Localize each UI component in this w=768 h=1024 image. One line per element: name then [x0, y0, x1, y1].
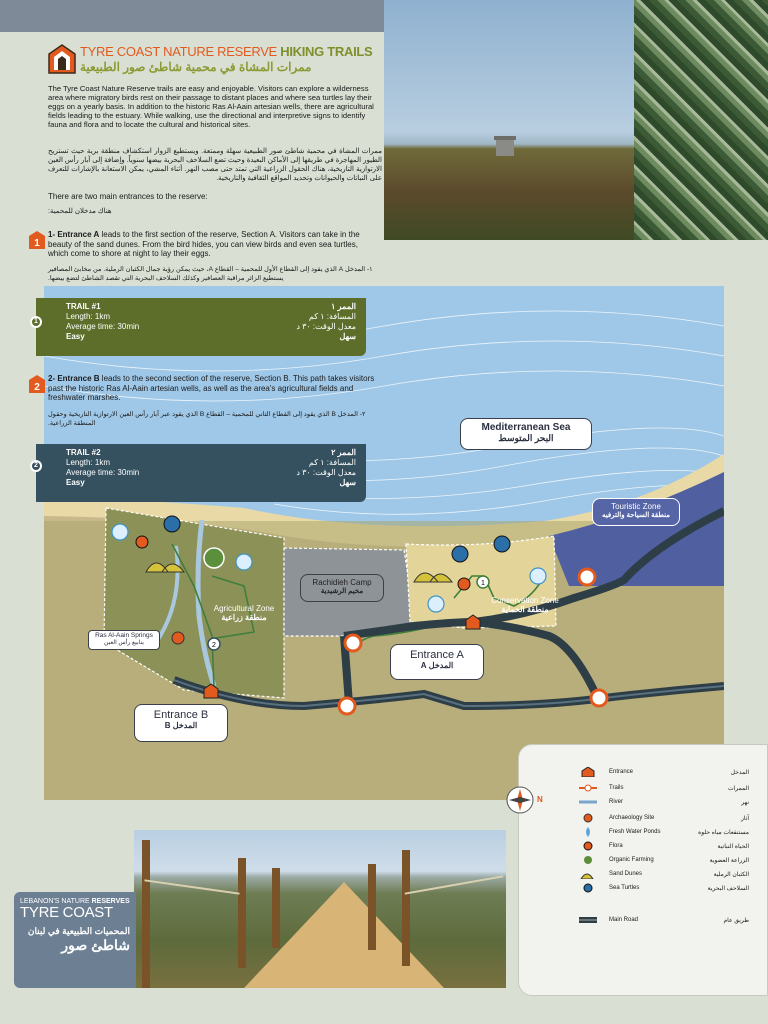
legend-label: Entrance	[609, 769, 634, 775]
legend-label-arabic: السلاحف البحرية	[707, 885, 749, 892]
legend-item	[579, 813, 749, 823]
brand-line-arabic: المحميات الطبيعية في لبنان	[27, 926, 130, 936]
page-title: TYRE COAST NATURE RESERVE HIKING TRAILS	[80, 44, 373, 59]
sea-turtle-icon	[579, 883, 597, 893]
legend-item	[579, 841, 749, 851]
legend-item	[579, 883, 749, 893]
intro-text-arabic: ممرات المشاة في محمية شاطئ صور الطبيعية سهلة وممتعة. ويستطيع الزوار استكشاف منطقة برية حيث تستريح الطيور المهاجرة في طريقها إلى الأماكن البعيدة وحيث تضع السلاحف البحرية بيضها سنوياً. وإضافة إلى آبار رأس العين الارتوازية التاريخية، هناك الحقول الزراعية التي تمتد حتى مصب النهر. أثناء المشي، يمكن الاستعانة بالإشارات للتعرف على النباتات والحيوانات وتحديد المواقع الثقافية والتاريخية.	[48, 148, 382, 182]
legend-label: River	[609, 799, 624, 805]
fence-post	[142, 840, 150, 988]
entrance-a-number-icon	[28, 230, 46, 250]
legend-label: Fresh Water Ponds	[609, 829, 661, 835]
map-legend	[518, 744, 768, 996]
legend-label: Archaeology Site	[609, 815, 655, 821]
legend-label-arabic: الزراعة العضوية	[709, 857, 749, 864]
springs-label: Ras Al-Aain Springs ينابيع رأس العين	[88, 630, 160, 650]
fence-rope	[144, 879, 239, 894]
entrance-a-label: Entrance A المدخل A	[390, 644, 484, 680]
legend-item	[579, 855, 749, 865]
legend-label: Flora	[609, 843, 623, 849]
trail-1-badge: 1	[30, 316, 42, 328]
brand-line-1: LEBANON'S NATURE RESERVES	[20, 898, 130, 905]
archaeology-site-icon	[172, 632, 184, 644]
organic-farming-icon	[579, 855, 597, 865]
legend-item	[579, 783, 749, 793]
legend-label: Trails	[609, 785, 624, 791]
entrances-heading-arabic: هناك مدخلان للمحمية:	[48, 208, 112, 215]
top-bar	[0, 0, 384, 32]
compass-icon	[505, 785, 535, 815]
legend-label: Organic Farming	[609, 857, 654, 863]
conservation-zone-label: Conservation Zone منطقة الحماية	[491, 596, 559, 614]
legend-item	[579, 767, 749, 777]
intro-text: The Tyre Coast Nature Reserve trails are easy and enjoyable. Visitors can explore a wilderness area where migratory birds rest on their passage to distant places and where sea turtles lay their eggs on a yearly basis. In addition to the historic Ras Al-Aain artesian wells, there are agricultural fields leading to the estuary. While walking, use the directional and interpretive signs to identify fauna and flora and to locate the cultural and historical sites.	[48, 84, 374, 129]
entrance-icon	[48, 44, 76, 74]
sea-turtle-icon	[494, 536, 510, 552]
trail-1-card: TRAIL #1 الممر ١ Length: 1km المسافة: ١ كم Average time: 30min معدل الوقت: ٣٠ د Easy سهل	[36, 298, 366, 356]
entrance-b-label: Entrance B المدخل B	[134, 704, 228, 742]
legend-label: Main Road	[609, 917, 639, 923]
page-title-arabic: ممرات المشاة في محمية شاطئ صور الطبيعية	[80, 60, 312, 74]
sea-label: Mediterranean Sea البحر المتوسط	[460, 418, 592, 450]
fence-post	[402, 850, 410, 966]
legend-label-arabic: الحياة النباتية	[717, 843, 749, 850]
legend-item	[579, 915, 749, 925]
trail-marker-2-icon	[208, 638, 220, 650]
rachidieh-camp-label: Rachidieh Camp مخيم الرشيدية	[300, 574, 384, 602]
legend-item	[579, 869, 749, 879]
sea-turtle-icon	[452, 546, 468, 562]
entrance-b-text-arabic: ٢- المدخل B الذي يقود إلى القطاع الثاني للمحمية – القطاع B الذي يقود عبر آبار رأس العين الارتوازية التاريخية وحقول المنطقة الزراعية.	[48, 411, 366, 427]
trail-2-badge: 2	[30, 460, 42, 472]
legend-label-arabic: الممرات	[727, 785, 749, 792]
legend-label-arabic: آثار	[740, 815, 749, 822]
entrances-heading: There are two main entrances to the reserve:	[48, 192, 208, 201]
svg-text:1: 1	[34, 238, 40, 249]
organic-farming-icon	[204, 548, 224, 568]
legend-label-arabic: الكثبان الرملية	[713, 871, 749, 878]
legend-label: Sea Turtles	[609, 885, 640, 891]
vegetation-photo	[634, 0, 768, 240]
entrance-a-text-arabic: ١- المدخل A الذي يقود إلى القطاع الأول للمحمية – القطاع A، حيث يمكن رؤية جمال الكثبان الرملية. من مخابئ المصافير يستطيع الزائر مراقبة العصافير وكذلك السلاحف البحرية التي تقصد الشاطئ لتضع بيضها.	[48, 266, 373, 282]
reserve-map	[44, 286, 724, 800]
brand-title-arabic: شاطئ صور	[61, 937, 130, 953]
trail-2-card: TRAIL #2 الممر ٢ Length: 1km المسافة: ١ كم Average time: 30min معدل الوقت: ٣٠ د Easy سهل	[36, 444, 366, 502]
legend-item	[579, 827, 749, 837]
svg-text:2: 2	[212, 642, 216, 649]
svg-text:1: 1	[481, 580, 485, 587]
fence-post	[272, 868, 280, 948]
legend-label-arabic: المدخل	[730, 769, 749, 776]
fence-post	[238, 858, 246, 968]
beach-photo	[384, 0, 634, 240]
entrance-icon	[579, 767, 597, 777]
trail-marker-1-icon	[477, 576, 489, 588]
fence-post	[368, 864, 376, 950]
brand-block	[14, 892, 136, 988]
entrance-b-text: 2- Entrance B leads to the second section of the reserve, Section B. This path takes visitors past the historic Ras Al-Aain artesian wells, as well as the area's agricultural fields and freshwater marshes.	[48, 374, 375, 403]
north-label: N	[537, 795, 543, 804]
brand-title: TYRE COAST	[20, 904, 113, 921]
trails-icon	[579, 783, 597, 793]
archaeology-icon	[579, 813, 597, 823]
svg-text:2: 2	[34, 382, 40, 393]
watchtower	[496, 140, 514, 156]
legend-item	[579, 797, 749, 807]
boardwalk-photo	[134, 830, 506, 988]
legend-label: Sand Dunes	[609, 871, 643, 877]
flora-icon	[579, 841, 597, 851]
touristic-zone-label: Touristic Zone منطقة السياحة والترفيه	[592, 498, 680, 526]
fresh-water-icon	[579, 827, 597, 837]
main-road-icon	[579, 915, 597, 925]
legend-label-arabic: نهر	[741, 799, 749, 806]
legend-label-arabic: مستنقعات مياه حلوة	[698, 829, 749, 836]
agricultural-zone-label: Agricultural Zone منطقة زراعية	[213, 604, 275, 622]
entrance-b-number-icon	[28, 374, 46, 394]
legend-label-arabic: طريق عام	[723, 917, 749, 924]
entrance-a-text: 1- Entrance A leads to the first section of the reserve, Section A. Visitors can take in the beauty of the sand dunes. From the bird hides, you can view birds and even sea turtles, which come to shore at night to lay their eggs.	[48, 230, 360, 259]
river-icon	[579, 797, 597, 807]
sea-turtle-icon	[164, 516, 180, 532]
sand-dunes-icon	[579, 869, 597, 879]
